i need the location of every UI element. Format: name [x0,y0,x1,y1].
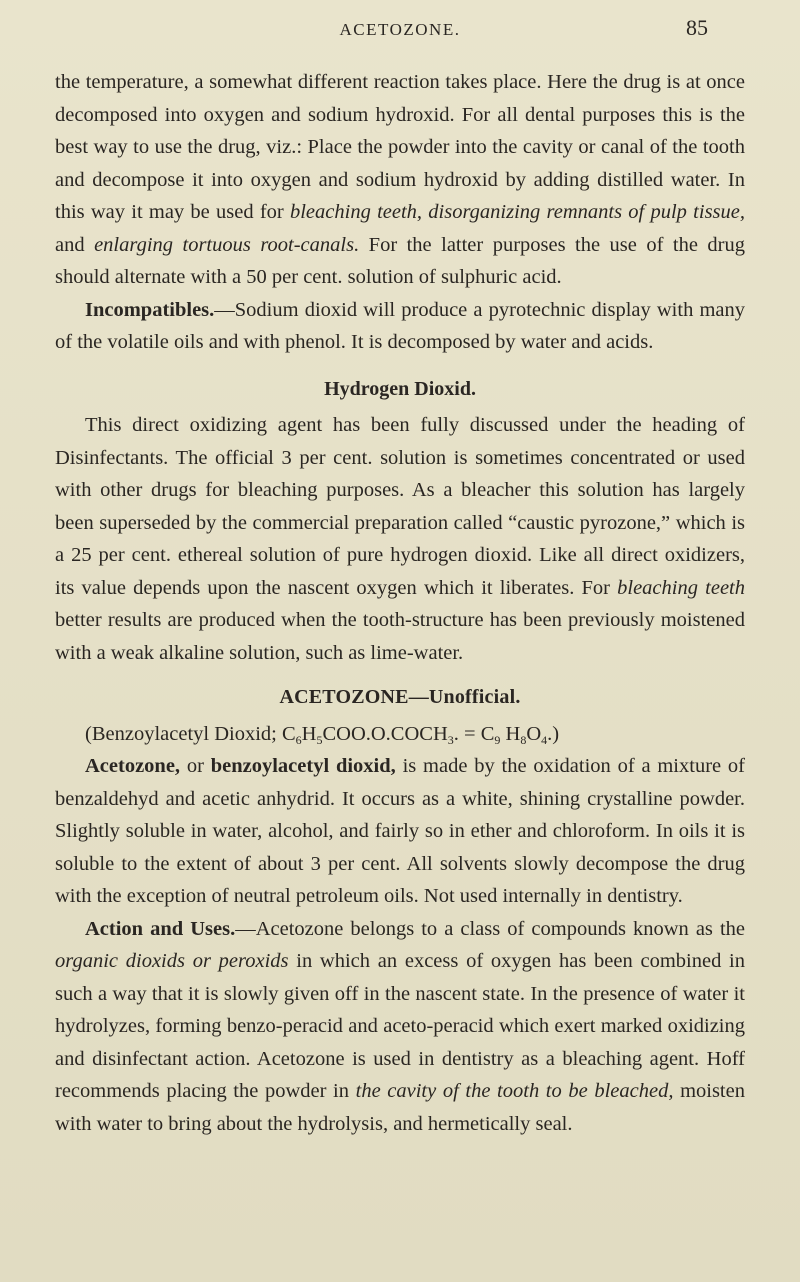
h2o2-text-a: This direct oxidizing agent has been fully discussed under the heading of Disinfectants. The official 3 per cent. solution is sometimes concentrated or used with other drugs for bleaching purposes. As a bleacher this solution has largely been superseded by the commercial preparation called “caustic pyrozone,” which is a 25 per cent. ethereal solution of pure hydrogen dioxid. Like all direct oxidizers, its value depends upon the nascent oxygen which it liberates. For [55,414,745,599]
incompatibles-text: —Sodium dioxid will produce a pyrotechnic display with many of the volatile oils and with phenol. It is decomposed by water and acids. [55,298,745,353]
h2o2-italic-bleaching: bleaching teeth [617,576,745,599]
page-number: 85 [686,15,708,40]
paragraph-acetozone-intro [55,750,745,913]
acetozone-intro-text-a: or [180,755,211,777]
action-text-c: moisten with water to bring about the hydrolysis, and hermetically seal. [55,1080,745,1135]
formula-close: .) [547,722,560,745]
formula-sub-4: 4 [541,732,548,747]
formula-sub-3: 3 [447,732,454,747]
formula-o: O [526,722,542,745]
acetozone-intro-text-b: is made by the oxidation of a mixture of benzaldehyd and acetic anhydrid. It occurs as a white, shining crystalline powder. Slightly soluble in water, alcohol, and fairly so in ether and chloroform. In oils it is soluble to the extent of about 3 per cent. All solvents slowly decompose the drug with the exception of neutral petroleum oils. Not used internally in dentistry. [55,755,745,907]
action-italic-peroxids: organic dioxids or peroxids [55,950,289,972]
paragraph-hydrogen-dioxid [55,409,745,669]
formula-h: H [301,722,317,745]
para1-text-c: For the latter purposes the use of the drug should alternate with a 50 per cent. solution of sulphuric acid. [55,233,745,288]
action-uses-label: Action and Uses. [85,917,236,940]
page-body [55,66,745,1140]
formula-sub-5: 5 [316,732,323,747]
acetozone-term: Acetozone, [85,755,181,777]
para1-text-b: and [55,233,95,256]
running-head: ACETOZONE. [339,20,461,39]
formula-sub-6: 6 [295,732,302,747]
para1-text-a: the temperature, a somewhat different reaction takes place. Here the drug is at once decomposed into oxygen and sodium hydroxid. For all dental purposes this is the best way to use the drug, viz.: Place the powder into the cavity or canal of the tooth and decompose it into oxygen and sodium hydroxid by adding distilled water. In this way it may be used for [55,71,745,223]
heading-hydrogen-dioxid: Hydrogen Dioxid. [324,377,476,400]
heading-acetozone: ACETOZONE—Unofficial. [279,686,521,708]
benzoylacetyl-term: benzoylacetyl dioxid, [210,755,396,777]
incompatibles-label: Incompatibles. [85,298,215,321]
action-text-b: in which an excess of oxygen has been combined in such a way that it is slowly given off in the nascent state. In the presence of water it hydrolyzes, forming benzo-peracid and aceto-peracid which exert marked oxidizing and disinfectant action. Acetozone is used in dentistry as a bleaching agent. Hoff recommends placing the powder in [55,950,746,1102]
formula-mid: COO.O.COCH [322,722,448,745]
paragraph-incompatibles [55,294,745,359]
action-italic-cavity: the cavity of the tooth to be bleached, [355,1080,674,1102]
h2o2-text-b: better results are produced when the tooth-structure has been previously moistened with a weak alkaline solution, such as lime-water. [55,609,745,664]
action-text-a: —Acetozone belongs to a class of compounds known as the [235,917,745,940]
formula-sub-9: 9 [494,732,501,747]
formula-h2: H [500,722,521,745]
paragraph-action-and-uses [55,913,745,1141]
formula-eq: . = C [453,722,495,745]
formula-open: (Benzoylacetyl Dioxid; C [85,722,296,745]
formula-sub-8: 8 [520,732,527,747]
para1-italic-root-canals: enlarging tortuous root-canals. [94,233,360,256]
paragraph-sodium-dioxid-use [55,66,745,294]
para1-italic-bleaching: bleaching teeth, disorganizing remnants of pulp tissue, [289,201,745,223]
chemical-formula [55,718,745,751]
